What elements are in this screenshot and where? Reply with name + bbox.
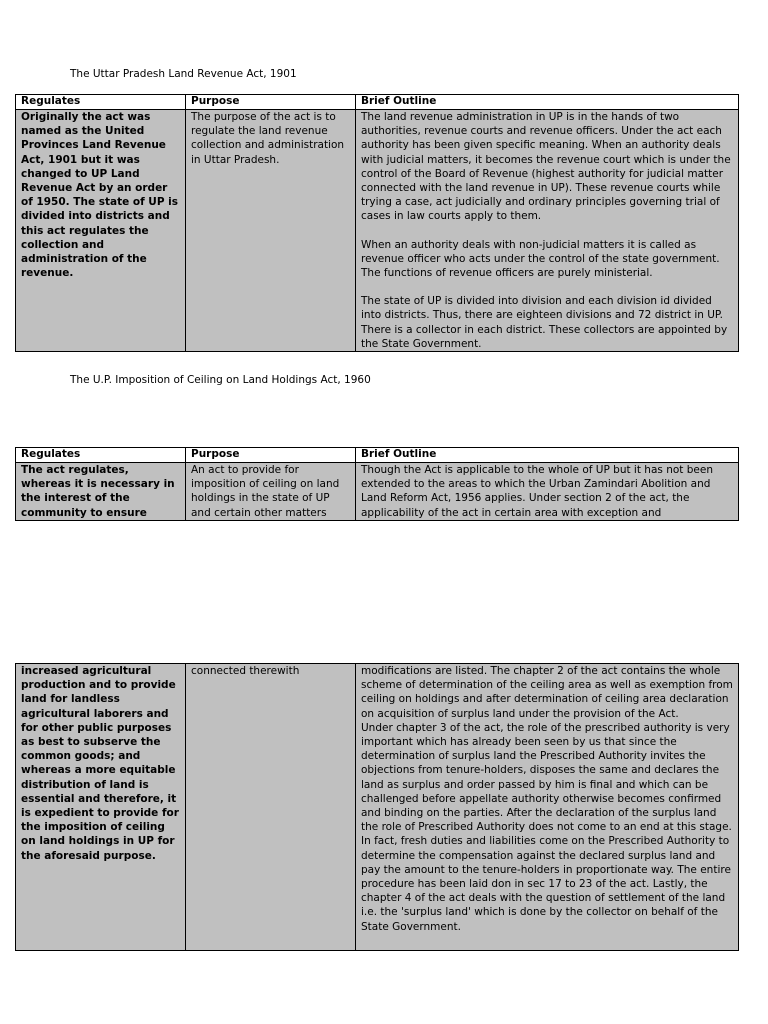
- section-1-title: The Uttar Pradesh Land Revenue Act, 1901: [70, 68, 297, 80]
- ceiling-act-table: [15, 447, 739, 521]
- purpose-cell: connected therewith: [186, 664, 356, 951]
- table-row: [16, 664, 739, 951]
- brief-outline-cell: [356, 110, 739, 352]
- purpose-cell: An act to provide for imposition of ceiling on land holdings in the state of UP and certain other matters: [186, 463, 356, 521]
- header-brief-outline: Brief Outline: [356, 448, 739, 463]
- table-header-row: [16, 95, 739, 110]
- header-regulates: Regulates: [16, 95, 186, 110]
- regulates-cell: increased agricultural production and to provide land for landless agricultural laborers and for other public purposes as best to subserve the common goods; and whereas a more equitable distribution of land is essential and therefore, it is expedient to provide for the imposition of ceiling on land holdings in UP for the aforesaid purpose.: [16, 664, 186, 951]
- outline-paragraph: The land revenue administration in UP is in the hands of two authorities, revenue courts and revenue officers. Under the act each authority has been given specific meaning. When an authority deals with judicial matters, it becomes the revenue court which is under the control of the Board of Revenue (highest authority for judicial matter connected with the land revenue in UP). These revenue courts while trying a case, act judicially and ordinary principles governing trial of cases in law courts apply to them.: [361, 111, 731, 223]
- brief-outline-cell: [356, 664, 739, 951]
- header-purpose: Purpose: [186, 95, 356, 110]
- outline-paragraph: modifications are listed. The chapter 2 of the act contains the whole scheme of determination of the ceiling area as well as exemption from ceiling on holdings and after determination of ceiling area declaration on acquisition of surplus land under the provision of the Act.: [361, 665, 733, 720]
- purpose-cell: The purpose of the act is to regulate the land revenue collection and administration in Uttar Pradesh.: [186, 110, 356, 352]
- table-row: [16, 110, 739, 352]
- outline-paragraph: When an authority deals with non-judicial matters it is called as revenue officer who acts under the control of the state government. The functions of revenue officers are purely ministerial.: [361, 238, 720, 280]
- regulates-cell: Originally the act was named as the United Provinces Land Revenue Act, 1901 but it was changed to UP Land Revenue Act by an order of 1950. The state of UP is divided into districts and this act regulates the collection and administration of the revenue.: [16, 110, 186, 352]
- section-2-title: The U.P. Imposition of Ceiling on Land Holdings Act, 1960: [70, 374, 371, 386]
- outline-paragraph: The state of UP is divided into division and each division id divided into districts. Thus, there are eighteen divisions and 72 district in UP. There is a collector in each district. These collectors are appointed by the State Government.: [361, 295, 728, 350]
- outline-paragraph: Under chapter 3 of the act, the role of the prescribed authority is very important which has already been seen by us that since the determination of surplus land the Prescribed Authority invites the objections from tenure-holders, disposes the same and declares the land as surplus and order passed by him is final and which can be challenged before appellate authority otherwise becomes confirmed and binding on the parties. After the declaration of the surplus land the role of Prescribed Authority does not come to an end at this stage. In fact, fresh duties and liabilities come on the Prescribed Authority to determine the compensation against the declared surplus land and pay the amount to the tenure-holders in proportionate way. The entire procedure has been laid don in sec 17 to 23 of the act. Lastly, the chapter 4 of the act deals with the question of settlement of the land i.e. the 'surplus land' which is done by the collector on behalf of the State Government.: [361, 721, 732, 933]
- land-revenue-act-table: [15, 94, 739, 352]
- brief-outline-cell: Though the Act is applicable to the whole of UP but it has not been extended to the areas to which the Urban Zamindari Abolition and Land Reform Act, 1956 applies. Under section 2 of the act, the applicability of the act in certain area with exception and: [356, 463, 739, 521]
- table-row: [16, 463, 739, 521]
- ceiling-act-table-continued: [15, 663, 739, 951]
- regulates-cell: The act regulates, whereas it is necessary in the interest of the community to ensure: [16, 463, 186, 521]
- header-regulates: Regulates: [16, 448, 186, 463]
- header-purpose: Purpose: [186, 448, 356, 463]
- table-header-row: [16, 448, 739, 463]
- header-brief-outline: Brief Outline: [356, 95, 739, 110]
